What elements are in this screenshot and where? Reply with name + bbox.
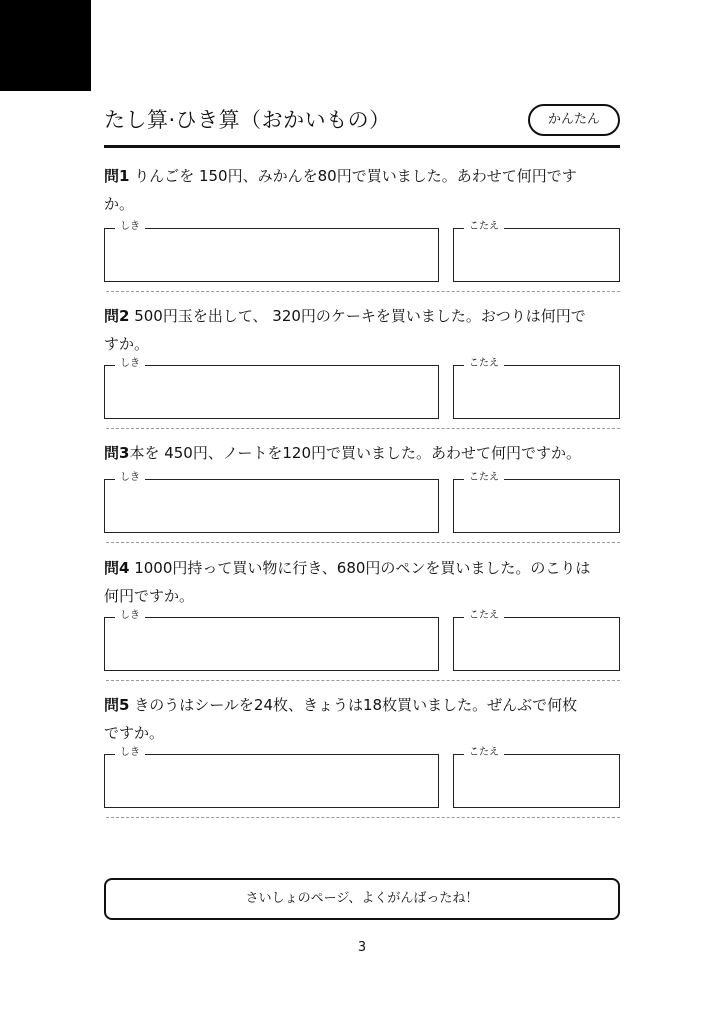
kotae-label: こたえ — [464, 471, 504, 485]
shiki-label: しき — [115, 609, 145, 623]
shiki-answer-box[interactable] — [104, 747, 439, 808]
kotae-label: こたえ — [464, 746, 504, 760]
section-divider — [106, 817, 620, 818]
worksheet-header — [104, 100, 620, 148]
question-number: 問3 — [104, 444, 130, 462]
question-text — [104, 439, 620, 467]
question-line-2: ですか。 — [104, 724, 165, 742]
question-number: 問1 — [104, 167, 130, 185]
question-number: 問2 — [104, 307, 130, 325]
question-line-2: すか。 — [104, 335, 150, 353]
question-line-2: か。 — [104, 195, 135, 213]
shiki-answer-box[interactable] — [104, 221, 439, 282]
question-line-1: 500円玉を出して、 320円のケーキを買いました。おつりは何円で — [129, 307, 586, 325]
kotae-label: こたえ — [464, 609, 504, 623]
kotae-answer-box[interactable] — [453, 472, 620, 533]
page-title: たし算·ひき算（おかいもの） — [104, 108, 391, 132]
page-number: 3 — [357, 940, 367, 955]
question-line-1: りんごを 150円、みかんを80円で買いました。あわせて何円です — [129, 167, 577, 185]
shiki-label: しき — [115, 357, 145, 371]
level-badge: かんたん — [528, 104, 620, 136]
encouragement-message: さいしょのページ、よくがんばったね！ — [104, 878, 620, 920]
problem-1 — [104, 162, 620, 232]
section-divider — [106, 428, 620, 429]
question-text — [104, 554, 620, 610]
section-divider — [106, 542, 620, 543]
question-text — [104, 691, 620, 747]
question-text — [104, 302, 620, 358]
question-number: 問5 — [104, 696, 130, 714]
kotae-answer-box[interactable] — [453, 358, 620, 419]
shiki-label: しき — [115, 471, 145, 485]
shiki-answer-box[interactable] — [104, 472, 439, 533]
question-number: 問4 — [104, 559, 130, 577]
section-divider — [106, 680, 620, 681]
shiki-label: しき — [115, 746, 145, 760]
question-line-1: きのうはシールを24枚、きょうは18枚買いました。ぜんぶで何枚 — [129, 696, 578, 714]
kotae-label: こたえ — [464, 357, 504, 371]
shiki-answer-box[interactable] — [104, 358, 439, 419]
shiki-answer-box[interactable] — [104, 610, 439, 671]
kotae-answer-box[interactable] — [453, 747, 620, 808]
question-line-2: 何円ですか。 — [104, 587, 195, 605]
problem-4 — [104, 554, 620, 621]
question-text — [104, 162, 620, 218]
problem-5 — [104, 691, 620, 758]
shiki-label: しき — [115, 220, 145, 234]
problem-3 — [104, 439, 620, 483]
kotae-answer-box[interactable] — [453, 610, 620, 671]
kotae-label: こたえ — [464, 220, 504, 234]
question-line-1: 本を 450円、ノートを120円で買いました。あわせて何円ですか。 — [129, 444, 582, 462]
corner-marker — [0, 0, 91, 91]
section-divider — [106, 291, 620, 292]
question-line-1: 1000円持って買い物に行き、680円のペンを買いました。のこりは — [129, 559, 591, 577]
kotae-answer-box[interactable] — [453, 221, 620, 282]
problem-2 — [104, 302, 620, 369]
